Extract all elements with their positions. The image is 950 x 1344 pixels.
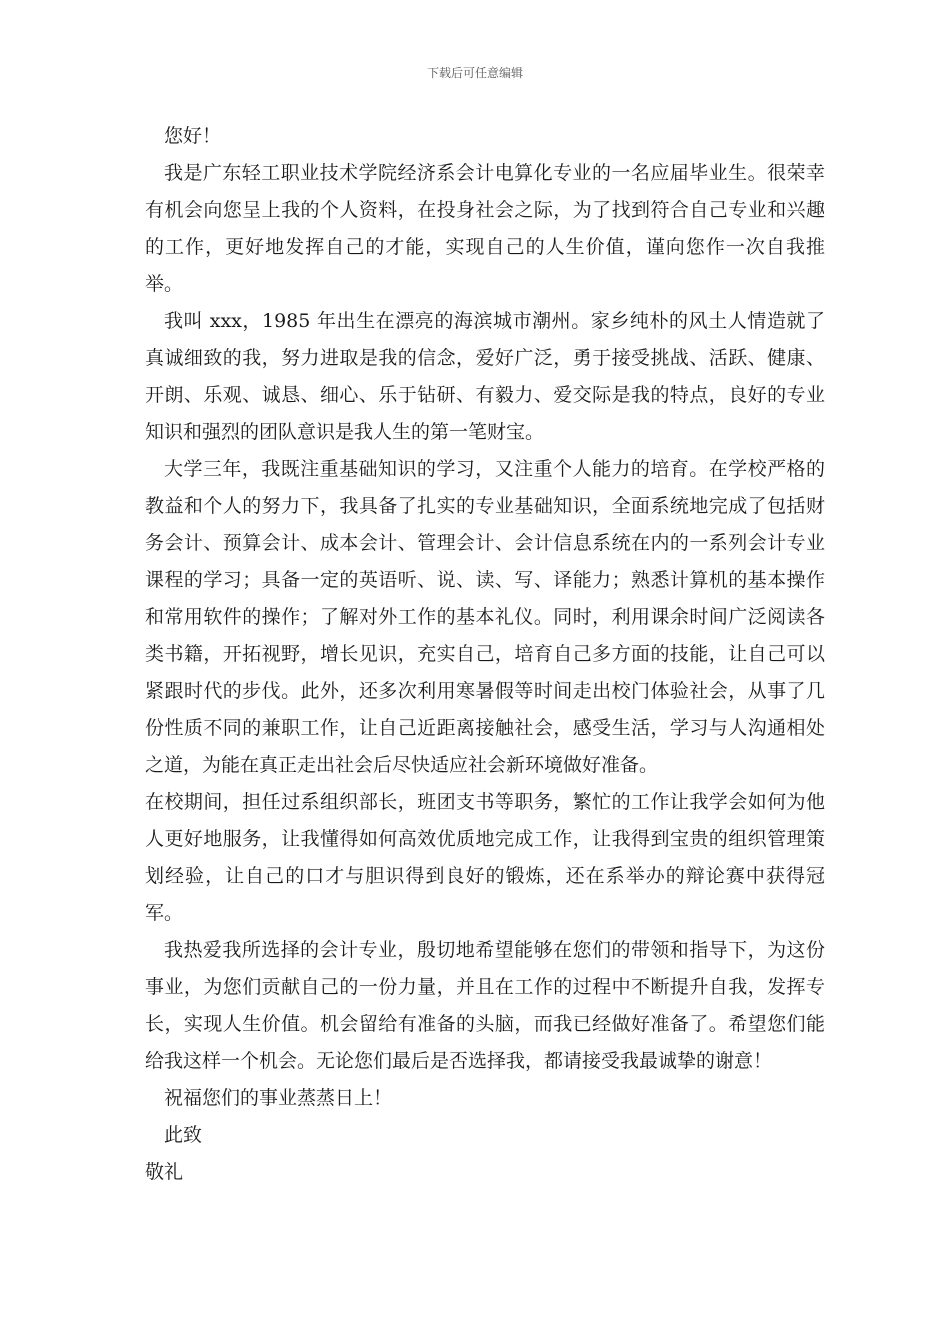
letter-wish: 祝福您们的事业蒸蒸日上！: [164, 1087, 393, 1109]
letter-closing-regards: 敬礼: [145, 1161, 184, 1183]
letter-closing-salutation: 此致: [164, 1124, 203, 1146]
page-header-note: 下载后可任意编辑: [426, 66, 523, 80]
letter-body: [145, 118, 825, 1191]
letter-greeting: 您好！: [164, 125, 222, 147]
letter-paragraph-aspiration: 我热爱我所选择的会计专业，殷切地希望能够在您们的带领和指导下，为这份事业，为您们贡献自己的一份力量，并且在工作的过程中不断提升自我，发挥专长，实现人生价值。机会留给有准备的头脑，而我已经做好准备了。希望您们能给我这样一个机会。无论您们最后是否选择我，都请接受我最诚挚的谢意！: [145, 939, 825, 1072]
letter-paragraph-university: 大学三年，我既注重基础知识的学习，又注重个人能力的培育。在学校严格的教益和个人的努力下，我具备了扎实的专业基础知识，全面系统地完成了包括财务会计、预算会计、成本会计、管理会计、会计信息系统在内的一系列会计专业课程的学习；具备一定的英语听、说、读、写、译能力；熟悉计算机的基本操作和常用软件的操作；了解对外工作的基本礼仪。同时，利用课余时间广泛阅读各类书籍，开拓视野，增长见识，充实自己，培育自己多方面的技能，让自己可以紧跟时代的步伐。此外，还多次利用寒暑假等时间走出校门体验社会，从事了几份性质不同的兼职工作，让自己近距离接触社会，感受生活，学习与人沟通相处之道，为能在真正走出社会后尽快适应社会新环境做好准备。: [145, 458, 825, 776]
letter-paragraph-background: 我叫 xxx，1985 年出生在漂亮的海滨城市潮州。家乡纯朴的风土人情造就了真诚细致的我，努力进取是我的信念，爱好广泛，勇于接受挑战、活跃、健康、开朗、乐观、诚恳、细心、乐于钻研、有毅力、爱交际是我的特点，良好的专业知识和强烈的团队意识是我人生的第一笔财宝。: [145, 310, 825, 443]
letter-paragraph-campus-roles: 在校期间，担任过系组织部长，班团支书等职务，繁忙的工作让我学会如何为他人更好地服务，让我懂得如何高效优质地完成工作，让我得到宝贵的组织管理策划经验，让自己的口才与胆识得到良好的锻炼，还在系举办的辩论赛中获得冠军。: [145, 791, 825, 924]
letter-paragraph-intro: 我是广东轻工职业技术学院经济系会计电算化专业的一名应届毕业生。很荣幸有机会向您呈上我的个人资料，在投身社会之际，为了找到符合自己专业和兴趣的工作，更好地发挥自己的才能，实现自己的人生价值，谨向您作一次自我推举。: [145, 162, 825, 295]
